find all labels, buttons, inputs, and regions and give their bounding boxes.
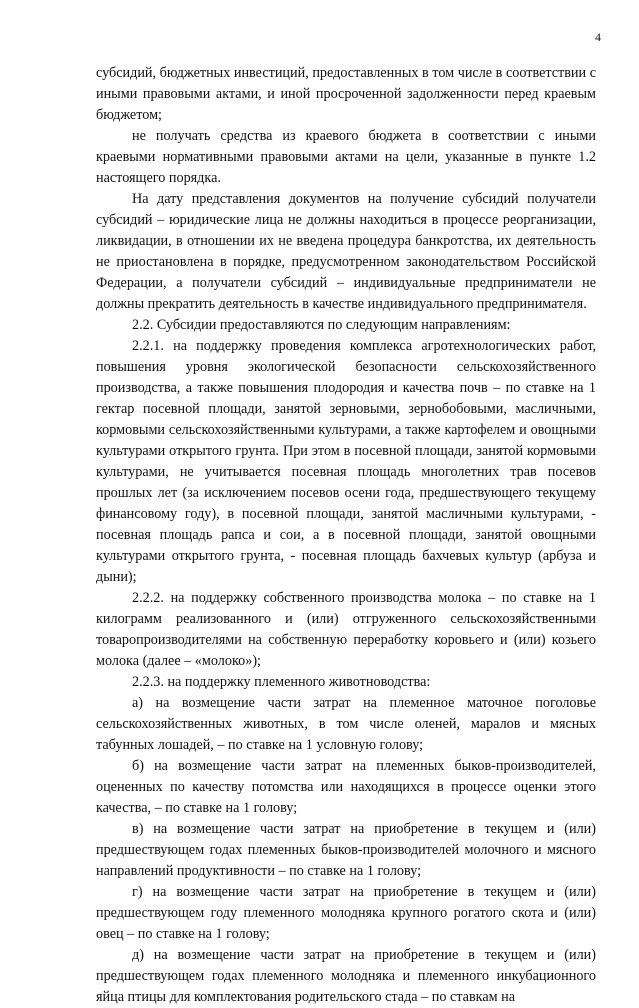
paragraph-6: 2.2.2. на поддержку собственного производства молока – по ставке на 1 килограмм реализованного и (или) отгруженного сельскохозяйственными товаропроизводителями на собственную переработку коровьего и (или) козьего молока (далее – «молоко»); <box>96 590 596 669</box>
paragraph-11: г) на возмещение части затрат на приобретение в текущем и (или) предшествующем году племенного молодняка крупного рогатого скота и (или) овец – по ставке на 1 голову; <box>96 884 596 942</box>
paragraph-5: 2.2.1. на поддержку проведения комплекса агротехнологических работ, повышения уровня экологической безопасности сельскохозяйственного производства, а также повышения плодородия и качества почв – по ставке на 1 гектар посевной площади, занятой зерновыми, зернобобовыми, масличными, кормовыми сельскохозяйственными культурами, а также картофелем и овощными культурами открытого грунта. При этом в посевной площади, занятой кормовыми культурами, не учитывается посевная площадь многолетних трав посевов прошлых лет (за исключением посевов осени года, предшествующего текущему финансовому году), в посевной площади, занятой масличными культурами, - посевная площадь рапса и сои, а в посевной площади, занятой овощными культурами открытого грунта, - посевная площадь бахчевых культур (арбуза и дыни); <box>96 338 596 585</box>
paragraph-12: д) на возмещение части затрат на приобретение в текущем и (или) предшествующем годах племенного молодняка и племенного инкубационного яйца птицы для комплектования родительского стада – по ставкам на <box>96 947 596 1005</box>
document-body <box>96 63 596 1008</box>
paragraph-4: 2.2. Субсидии предоставляются по следующим направлениям: <box>132 317 511 333</box>
paragraph-7: 2.2.3. на поддержку племенного животноводства: <box>132 674 431 690</box>
paragraph-10: в) на возмещение части затрат на приобретение в текущем и (или) предшествующем годах племенных быков-производителей молочного и мясного направлений продуктивности – по ставке на 1 голову; <box>96 821 596 879</box>
paragraph-9: б) на возмещение части затрат на племенных быков-производителей, оцененных по качеству потомства или находящихся в процессе оценки этого качества, – по ставке на 1 голову; <box>96 758 596 816</box>
paragraph-3: На дату представления документов на получение субсидий получатели субсидий – юридические лица не должны находиться в процессе реорганизации, ликвидации, в отношении их не введена процедура банкротства, их деятельность не приостановлена в порядке, предусмотренном законодательством Российской Федерации, а получатели субсидий – индивидуальные предприниматели не должны прекратить деятельность в качестве индивидуального предпринимателя. <box>96 191 596 312</box>
paragraph-8: а) на возмещение части затрат на племенное маточное поголовье сельскохозяйственных животных, в том числе оленей, маралов и мясных табунных лошадей, – по ставке на 1 условную голову; <box>96 695 596 753</box>
page-number: 4 <box>595 30 601 44</box>
paragraph-1: субсидий, бюджетных инвестиций, предоставленных в том числе в соответствии с иными правовыми актами, и иной просроченной задолженности перед краевым бюджетом; <box>96 65 596 123</box>
paragraph-2: не получать средства из краевого бюджета в соответствии с иными краевыми нормативными правовыми актами на цели, указанные в пункте 1.2 настоящего порядка. <box>96 128 596 186</box>
